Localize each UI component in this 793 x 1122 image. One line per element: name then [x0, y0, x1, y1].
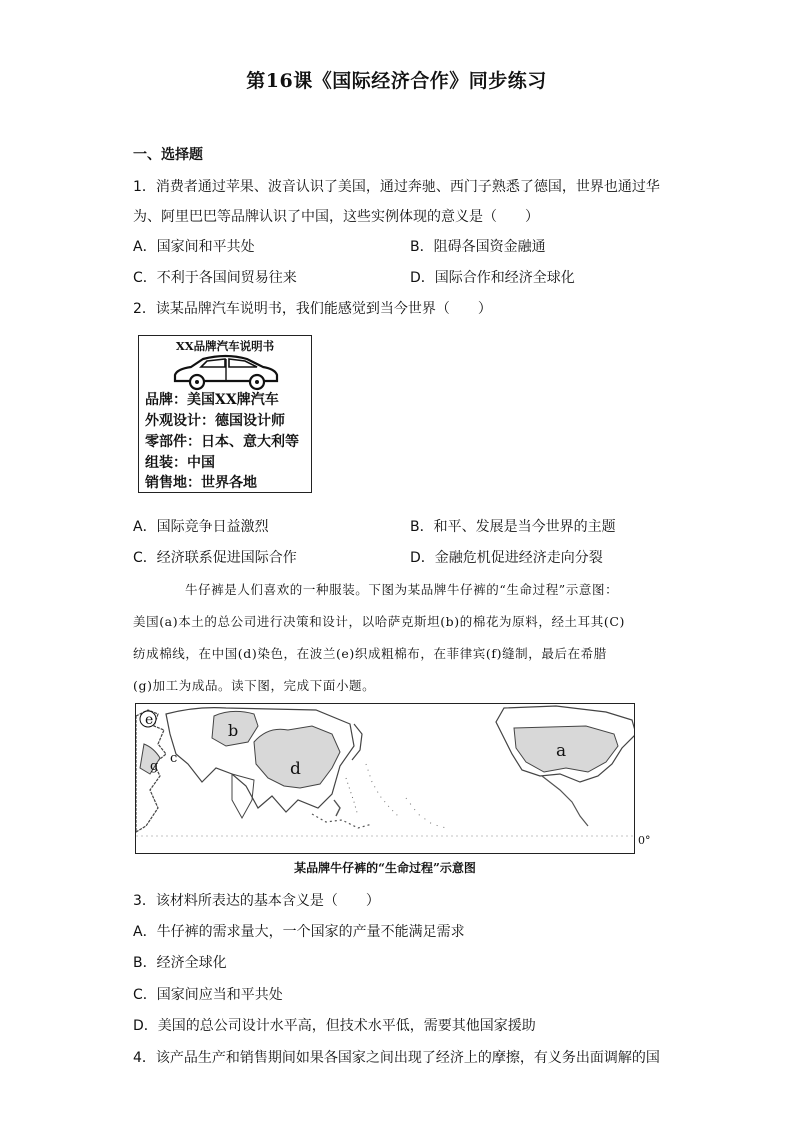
passage-line-3: 纺成棉线，在中国(d)染色，在波兰(e)织成粗棉布，在菲律宾(f)缝制，最后在希腊	[133, 646, 607, 661]
passage-line-1: 牛仔裤是人们喜欢的一种服装。下图为某品牌牛仔裤的“生命过程”示意图：	[185, 582, 619, 597]
question-3-option-c: C．国家间应当和平共处	[133, 987, 283, 1003]
car-manual-line: 销售地：世界各地	[145, 475, 257, 491]
question-1-line-1: 1．消费者通过苹果、波音认识了美国，通过奔驰、西门子熟悉了德国，世界也通过华	[133, 179, 660, 195]
question-2-option-b: B．和平、发展是当今世界的主题	[410, 519, 616, 535]
map-label-b: b	[228, 721, 239, 740]
passage-line-2: 美国(a)本土的总公司进行决策和设计，以哈萨克斯坦(b)的棉花为原料，经土耳其(C)	[133, 614, 625, 629]
map-caption: 某品牌牛仔裤的“生命过程”示意图	[294, 861, 476, 875]
car-manual-figure	[138, 335, 312, 493]
map-label-a: a	[556, 741, 567, 761]
question-2-option-c: C．经济联系促进国际合作	[133, 550, 297, 566]
world-map-figure	[135, 703, 635, 854]
question-3-stem: 3．该材料所表达的基本含义是（ ）	[133, 893, 380, 909]
passage-line-4: (g)加工为成品。读下图，完成下面小题。	[133, 678, 376, 693]
car-manual-title: XX品牌汽车说明书	[175, 339, 275, 353]
page-title: 第16课《国际经济合作》同步练习	[246, 70, 547, 92]
world-map	[136, 704, 635, 854]
question-1-option-b: B．阻碍各国资金融通	[410, 239, 546, 255]
question-4-stem: 4．该产品生产和销售期间如果各国家之间出现了经济上的摩擦，有义务出面调解的国	[133, 1050, 660, 1066]
car-icon	[171, 353, 281, 391]
map-label-d: d	[290, 759, 301, 779]
map-label-e: e	[145, 712, 154, 728]
question-3-option-a: A．牛仔裤的需求量大，一个国家的产量不能满足需求	[133, 924, 465, 940]
car-manual-line: 品牌：美国XX牌汽车	[145, 392, 279, 408]
question-1-option-d: D．国际合作和经济全球化	[410, 270, 575, 286]
question-2-option-a: A．国际竞争日益激烈	[133, 519, 269, 535]
question-1-option-a: A．国家间和平共处	[133, 239, 255, 255]
question-3-option-d: D．美国的总公司设计水平高，但技术水平低，需要其他国家援助	[133, 1018, 536, 1034]
question-2-stem: 2．读某品牌汽车说明书，我们能感觉到当今世界（ ）	[133, 301, 492, 317]
question-2-option-d: D．金融危机促进经济走向分裂	[410, 550, 603, 566]
question-1-line-2: 为、阿里巴巴等品牌认识了中国，这些实例体现的意义是（ ）	[133, 209, 539, 225]
question-3-option-b: B．经济全球化	[133, 955, 227, 971]
equator-label: 0°	[638, 834, 651, 847]
question-1-option-c: C．不利于各国间贸易往来	[133, 270, 297, 286]
car-manual-line: 零部件：日本、意大利等	[145, 434, 299, 450]
section-heading: 一、选择题	[133, 147, 203, 163]
car-manual-line: 组装：中国	[145, 455, 215, 471]
map-label-c: c	[170, 751, 178, 766]
map-label-g: g	[150, 759, 159, 774]
car-manual-line: 外观设计：德国设计师	[145, 413, 285, 429]
